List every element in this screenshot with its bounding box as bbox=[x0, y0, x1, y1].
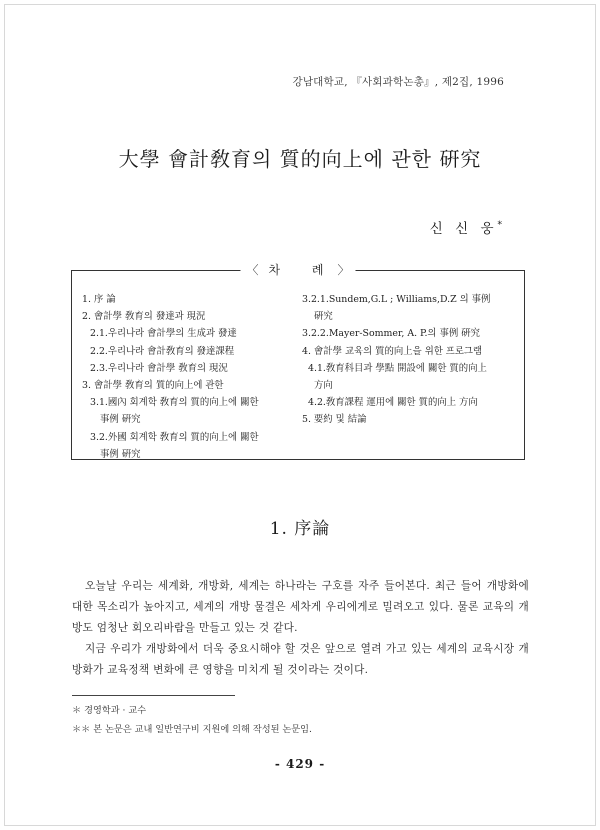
footnote-funding: ＊＊ 본 논문은 교내 일반연구비 지원에 의해 작성된 논문임. bbox=[72, 724, 312, 735]
toc-item: 方向 bbox=[314, 380, 333, 392]
toc-right-column bbox=[302, 291, 514, 429]
body-paragraph-2: 지금 우리가 개방화에서 더욱 중요시해야 할 것은 앞으로 열려 가고 있는 세계의 교육시장 개방화가 교육정책 변화에 큰 영향을 미치게 될 것이라는 것이다. bbox=[72, 643, 529, 676]
toc-item: 3.2.外國 회계학 敎育의 質的向上에 關한 bbox=[90, 431, 259, 443]
toc-item: 4.1.敎育科目과 學點 開設에 關한 質的向上 bbox=[308, 362, 487, 374]
paper-title: 大學 會計敎育의 質的向上에 관한 硏究 bbox=[118, 147, 482, 171]
toc-left-column bbox=[82, 291, 302, 463]
journal-citation: 강남대학교, 『사회과학논총』, 제2집, 1996 bbox=[292, 76, 504, 88]
footnote-affiliation: ＊ 경영학과 · 교수 bbox=[72, 705, 147, 716]
page-number: - 429 - bbox=[274, 757, 326, 771]
toc-item: 事例 硏究 bbox=[100, 448, 141, 460]
toc-item: 4.2.敎育課程 運用에 關한 質的向上 方向 bbox=[308, 397, 478, 409]
toc-item: 硏究 bbox=[314, 311, 333, 323]
toc-item: 事例 硏究 bbox=[100, 414, 141, 426]
toc-item: 4. 會計學 교육의 質的向上을 위한 프로그램 bbox=[302, 345, 483, 357]
toc-item: 2.3.우리나라 會計學 敎育의 現況 bbox=[90, 362, 228, 374]
toc-bracket-open: 〈 bbox=[246, 263, 259, 277]
toc-item: 5. 要約 및 結論 bbox=[302, 414, 367, 426]
toc-bracket-close: 〉 bbox=[337, 263, 350, 277]
toc-item: 1. 序 論 bbox=[82, 294, 116, 305]
toc-item: 3. 會計學 敎育의 質的向上에 관한 bbox=[82, 380, 224, 392]
toc-item: 2. 會計學 敎育의 發達과 現況 bbox=[82, 311, 206, 323]
toc-item: 2.1.우리나라 會計學의 生成과 發達 bbox=[90, 328, 237, 340]
footnote-divider bbox=[72, 695, 235, 696]
table-of-contents bbox=[71, 263, 525, 460]
toc-item: 2.2.우리나라 會計敎育의 發達課程 bbox=[90, 345, 235, 357]
body-paragraph-1: 오늘날 우리는 세계화, 개방화, 세계는 하나라는 구호를 자주 들어본다. 최근 들어 개방화에 대한 목소리가 높아지고, 세계의 개방 물결은 세차게 우리에게로 밀려오고 있다. 물론 교육의 개방도 엄청난 회오리바람을 만들고 있는 것 같다. bbox=[72, 580, 529, 634]
author-footnote-mark: * bbox=[497, 220, 502, 231]
author bbox=[430, 217, 502, 237]
toc-item: 3.2.1.Sundem,G.L ; Williams,D.Z 의 事例 bbox=[302, 294, 491, 305]
toc-item: 3.2.2.Mayer-Sommer, A. P.의 事例 硏究 bbox=[302, 328, 480, 340]
author-name: 신 신 웅 bbox=[429, 221, 498, 237]
toc-item: 3.1.國內 회계학 敎育의 質的向上에 關한 bbox=[90, 397, 259, 409]
section-heading: 1. 序論 bbox=[269, 519, 331, 539]
toc-heading bbox=[240, 261, 355, 278]
toc-heading-label: 차 례 bbox=[268, 263, 338, 277]
